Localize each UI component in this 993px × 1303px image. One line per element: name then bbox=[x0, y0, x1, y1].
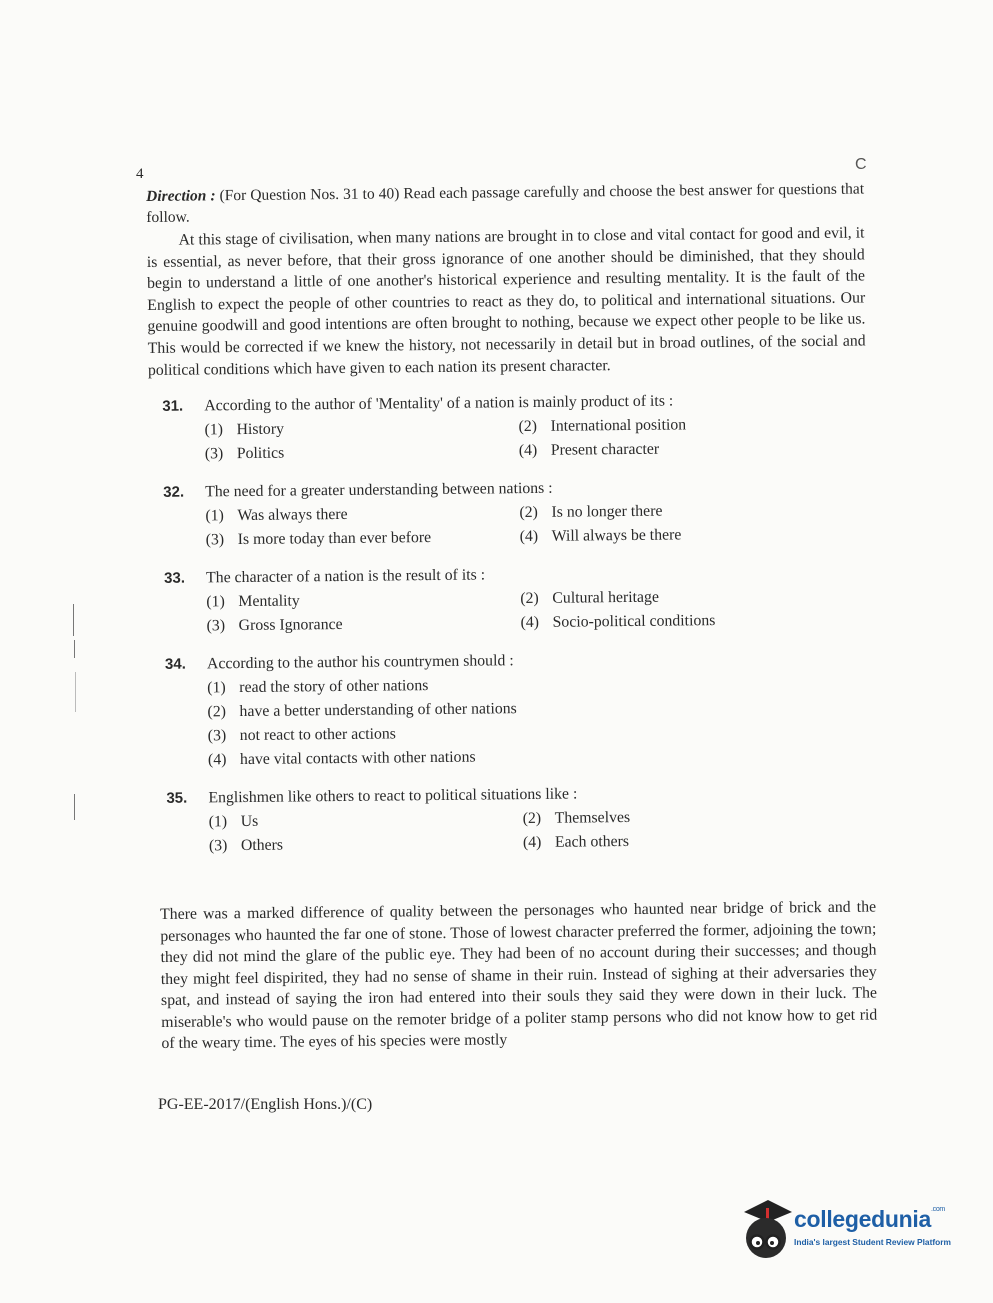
question-31 bbox=[148, 388, 867, 468]
option: (4) have vital contacts with other nations bbox=[207, 748, 476, 769]
question-text: According to the author of 'Mentality' of a nation is mainly product of its : bbox=[204, 392, 674, 415]
question-number: 31. bbox=[162, 397, 184, 415]
question-text: The character of a nation is the result of its : bbox=[206, 566, 486, 587]
scan-margin-mark bbox=[73, 604, 74, 636]
option: (1) Us bbox=[208, 813, 259, 831]
direction-text: (For Question Nos. 31 to 40) Read each passage carefully and choose the best answer for questions that follow. bbox=[146, 180, 865, 226]
option: (2) International position bbox=[518, 416, 687, 436]
question-number: 34. bbox=[164, 655, 186, 673]
option: (3) Gross Ignorance bbox=[206, 616, 343, 635]
logo-wordmark: collegedunia$^{.com}$ bbox=[794, 1206, 945, 1232]
option: (4) Will always be there bbox=[519, 526, 682, 546]
option: (1) History bbox=[204, 420, 285, 439]
logo-tagline: India's largest Student Review Platform bbox=[794, 1237, 951, 1247]
student-mascot-icon bbox=[738, 1198, 794, 1262]
set-code: C bbox=[855, 156, 867, 173]
option: (3) not react to other actions bbox=[207, 725, 396, 745]
question-number: 35. bbox=[166, 789, 188, 807]
question-35 bbox=[152, 780, 871, 860]
question-text: Englishmen like others to react to political situations like : bbox=[208, 785, 578, 807]
question-text: The need for a greater understanding between nations : bbox=[205, 479, 553, 501]
option: (4) Each others bbox=[522, 833, 630, 852]
option: (2) Themselves bbox=[522, 809, 631, 828]
option: (1) read the story of other nations bbox=[207, 677, 429, 697]
collegedunia-logo[interactable] bbox=[738, 1198, 960, 1262]
option: (1) Mentality bbox=[206, 592, 300, 611]
direction-label: Direction : bbox=[146, 187, 216, 205]
scan-margin-mark bbox=[74, 794, 75, 820]
option: (2) Cultural heritage bbox=[520, 588, 660, 608]
question-number: 32. bbox=[163, 483, 185, 501]
question-34 bbox=[151, 646, 870, 774]
option: (4) Socio-political conditions bbox=[520, 612, 716, 632]
option: (3) Is more today than ever before bbox=[205, 529, 432, 549]
option: (3) Politics bbox=[204, 444, 285, 463]
question-33 bbox=[150, 560, 869, 640]
passage-1: At this stage of civilisation, when many nations are brought in to close and vital contact for good and evil, it is essential, as never before, that their gross ignorance of one another should be diminished, that they should begin to understand a little of one another's historical experience and resulting mentality. It is the fault of the English to expect the people of other countries to react as they do, to political and international situations. Our genuine goodwill and good intentions are often brought to nothing, because we expect other people to be like us. This would be corrected if we knew the history, not necessarily in detail but in broad outlines, of the social and political conditions which have given to each nation its present character. bbox=[146, 224, 866, 379]
exam-content bbox=[146, 178, 871, 859]
option: (2) have a better understanding of other nations bbox=[207, 700, 517, 721]
direction bbox=[146, 178, 864, 228]
exam-code-footer: PG-EE-2017/(English Hons.)/(C) bbox=[158, 1096, 373, 1113]
passage-2: There was a marked difference of quality between the personages who haunted near bridge of brick and the personages who haunted the far one of stone. Those of lowest character preferred the former, adjoining the town; they did not mind the glare of the public eye. They had been of no account during their successes; and though they might feel dispirited, they had no sense of shame in their ruin. Instead of sighing at their adversaries they spat, and instead of saying the iron had entered into their souls they said they were down in their luck. The miserable's who would pause on the remoter bridge of a politer stamp persons who did not know how to get rid of the weary time. The eyes of his species were mostly bbox=[160, 898, 878, 1052]
scan-margin-mark bbox=[75, 672, 76, 712]
question-32 bbox=[149, 474, 868, 554]
option: (4) Present character bbox=[518, 440, 660, 460]
option: (1) Was always there bbox=[205, 506, 348, 525]
question-text: According to the author his countrymen should : bbox=[206, 652, 514, 673]
question-number: 33. bbox=[164, 569, 186, 587]
option: (2) Is no longer there bbox=[519, 502, 663, 522]
scan-margin-mark bbox=[74, 640, 75, 658]
page-number: 4 bbox=[136, 166, 144, 182]
option: (3) Others bbox=[208, 836, 284, 855]
